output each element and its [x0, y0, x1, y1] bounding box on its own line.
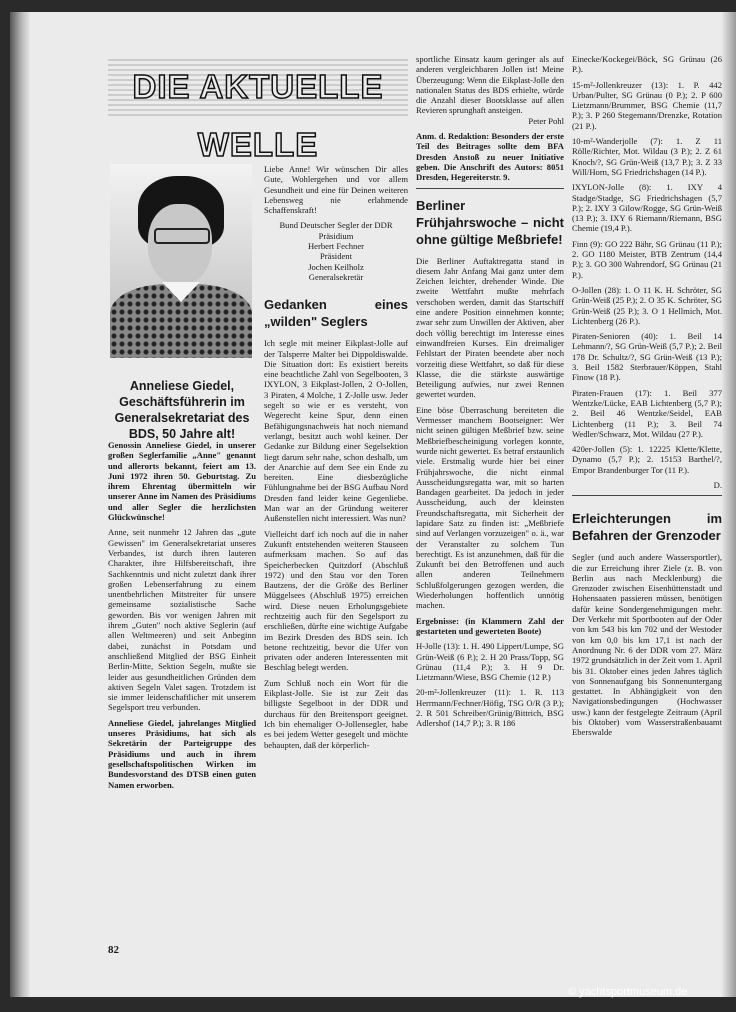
sign-line: Jochen Keilholz [308, 261, 364, 272]
watermark: © yachtsportmuseum.de [568, 986, 688, 998]
sign-line: Herbert Fechner [307, 241, 365, 252]
col1-para: Genossin Anneliese Giedel, in unserer großen Seglerfamilie „Anne" genannt und allerorts bekannt, feiert am 13. Juni 1972 ihren 50. Geburtstag. Zu ihrem Ehrentag übermitteln wir unserer Anne im Namen des Präsidiums und aller Segler die herzlichsten Glückwünsche! [108, 440, 256, 523]
portrait-photo [110, 164, 252, 358]
sign-line: Bund Deutscher Segler der DDR [279, 220, 393, 231]
page-edge [722, 12, 736, 997]
page-spine [10, 12, 30, 997]
column-banner [108, 58, 408, 163]
signoff: D. [713, 479, 722, 490]
col3-para: Ergebnisse: (in Klammern Zahl der gestarteten und gewerteten Boote) [416, 615, 564, 636]
result-item: Finn (9): GO 222 Bähr, SG Grünau (11 P.); 2. GO 1180 Meister, BTB Zentrum (14,4 P.); 3. GO 300 Wahrendorf, SG Grünau (21 P.). [572, 238, 722, 280]
result-item: O-Jollen (28): 1. O 11 K. H. Schröter, SG Grün-Weiß (25 P.); 2. O 35 K. Schröter, SG Grün-Weiß (25 P.); 3. O 1 Hellmich, Mot. Lichtenberg (26 P.). [572, 284, 722, 326]
col3-para: Eine böse Überraschung bereiteten die Vermesser manchem Bootseigner: Wer nicht seinen gültigen Meßbrief bzw. seine Meßbriefbescheinigung vorlegen konnte, wurde nicht gewertet. Es betraf erstaunlich viele. Erstmalig wurde hier bei einer Frühjahrswoche, die nicht einmal Ausscheidungsregatta war, mit so harten Bandagen gearbeitet. Da jedoch in jeder Ausscheidung, auch der kleinsten Freundschaftsregatta, mit Sicherheit der lapidare Satz zu finden ist: „Meßbriefe sind auf Verlangen vorzuzeigen" o. ä., war der Veranstalter zu solchem Tun berechtigt. Es ist anzunehmen, daß für die Zukunft bei den Betroffenen und auch allen anderen Teilnehmern Schlußfolgerungen gezogen werden, die Wiederholungen hoffentlich unnötig machen. [416, 404, 564, 611]
magazine-page [10, 12, 736, 997]
result-item: Piraten-Senioren (40): 1. Beil 14 Lehmann/?, SG Grün-Weiß (5,7 P.); 2. Beil 178 Dr. Schultz/?, SG Grün-Weiß (13 P.); 3. Beil 1582 Sterbrauer/Köppen, Stahl Finow (18 P.). [572, 331, 722, 383]
article-heading: Erleichterungen im Befahren der Grenzoder [572, 511, 722, 544]
signature-block [264, 220, 408, 282]
col2-para: Zum Schluß noch ein Wort für die Eikplast-Jolle. Sie ist zur Zeit das billigste Segelboot in der DDR und durchaus für den Breitensport geeignet. Ich bin ehemaliger O-Jollensegler, habe es bei jedem Wetter gesegelt und möchte behaupten, daß der körperlich- [264, 677, 408, 750]
col2-para: Vielleicht darf ich noch auf die in naher Zukunft entstehenden weiteren Stauseen aufmerksam machen. So auf das Speicherbecken Quitzdorf (Abschluß 1972) und den Stau vor den Toren Bautzens, der die Größe des Berliner Müggelsees (Abschluß 1975) erreichen wird. Diese neuen Erholungsgebiete rechtzeitig auch für den Segelsport zu erschließen, dürfte eine wichtige Aufgabe im Bezirk Dresden des BDS sein. Ich betone rechtzeitig, bevor die Ufer von privaten oder anderen Interessenten mit Beschlag belegt werden. [264, 528, 408, 673]
column-3 [416, 54, 564, 734]
result-item: 15-m²-Jollenkreuzer (13): 1. P. 442 Urban/Pulter, SG Grünau (0 P.); 2. P 600 Lietzmann/Brummer, BSG Chemie (11,7 P.); 3. P 260 Stegemann/Drenzke, Rotation (21 P.). [572, 79, 722, 131]
col3-top: sportliche Einsatz kaum geringer als auf anderen vergleichbaren Jollen ist! Meine Überzeugung: Wenn die Eikplast-Jolle den nationalen Status des BDS erhielte, würde die Anzahl dieser Bootsklasse auf allen Revieren sprunghaft ansteigen. [416, 54, 564, 116]
col2-intro: Liebe Anne! Wir wünschen Dir alles Gute, Wohlergehen und vor allem Gesundheit und eine für Deinen weiteren Lebensweg nie erlahmende Schaffenskraft! [264, 164, 408, 216]
col3-para: H-Jolle (13): 1. H. 490 Lippert/Lumpe, SG Grün-Weiß (6 P.); 2. H 20 Prass/Topp, SG Grünau (11,4 P.); 3. H 9 Dr. Lietzmann/Wiese, BSG Chemie (12 P.) [416, 641, 564, 683]
sign-line: Präsidium [318, 230, 354, 241]
column-4 [572, 54, 722, 743]
result-item: Einecke/Kockegei/Böck, SG Grünau (26 P.). [572, 54, 722, 75]
col1-para: Anneliese Giedel, jahrelanges Mitglied unseres Präsidiums, hat sich als Sekretärin der Parteigruppe des Präsidiums und auch in ihrem gesellschaftspolitischen Wirken im Bundesvorstand des DTSB einen guten Namen erworben. [108, 717, 256, 790]
portrait-caption: Anneliese Giedel, Geschäftsführerin im Generalsekretariat des BDS, 50 Jahre alt! [114, 379, 250, 441]
sign-line: Generalsekretär [308, 271, 364, 282]
sign-line: Präsident [320, 251, 352, 262]
result-item: 420er-Jollen (5): 1. 12225 Klette/Klette, Dynamo (5,7 P.); 2. 15153 Barthel/?, Empor Brandenburger Tor (11 P.). [572, 444, 722, 475]
result-item: 10-m²-Wanderjolle (7): 1. Z 11 Rölle/Richter, Mot. Wildau (3 P.); 2. Z 61 Knoch/?, SG Grün-Weiß (13,7 P.); 3. Z 33 Will/Horn, SG Friedrichshagen (14 P.). [572, 136, 722, 177]
author: Peter Pohl [528, 115, 564, 126]
col2-para: Ich segle mit meiner Eikplast-Jolle auf der Talsperre Malter bei Dippoldiswalde. Die Situation dort: Es existiert bereits eine beachtliche Zahl von Segelbooten, 3 IXYLON, 3 Eikplast-Jollen, 2 O-Jollen, 3 Piraten, 4 Molche, 1 Z-Jolle usw. Jeder segelt so wie er es versteht, von Wegerecht keine Spur, denn einen Befähigungsnachweis hat noch niemand verlangt, besitzt auch wohl keiner. Der Gedanke zur Bildung einer Segelsektion liegt darum sehr nahe, schon deshalb, um der Anarchie auf dem See ein Ende zu bereiten. Eine diesbezügliche Fühlungnahme bei der BSG Aufbau Nord Dresden fand leider keine Gegenliebe. Man war an der Gründung weiterer Außenstellen nicht interessiert. Was nun? [264, 338, 408, 524]
col4-body: Segler (und auch andere Wassersportler), die zur Erreichung ihrer Ziele (z. B. von Berlin aus nach Mecklenburg) die Grenzoder zwischen Eisenhüttenstadt und Hohensaaten passieren müssen, benötigen dafür keine Sondergenehmigungen mehr. Der Verkehr mit Sportbooten auf der Oder von km 543 bis km 702 und der Westoder von km 0,0 bis km 17,1 ist nach der Anordnung Nr. 6 der DDR vom 27. März 1972 grundsätzlich in der Zeit vom 1. April bis 31. Oktober eines jeden Jahres täglich von Sonnenaufgang bis Sonnenuntergang gestattet. In Abhängigkeit von den Navigationsbedingungen (Hochwasser usw.) kann der festgelegte Zeitraum (April bis Oktober) vom Wasserstraßenbauamt Eberswalde [572, 552, 722, 738]
column-2 [264, 164, 408, 755]
col3-para: Die Berliner Auftaktregatta stand in diesem Jahr Anfang Mai ganz unter dem Zeichen leichter, drehender Winde. Die zweite Wettfahrt mußte mehrfach verschoben werden, damit das Startschiff eine andere Position einnehmen konnte; zwar sehr zum Unwillen der Aktiven, aber doch völlig berechtigt im Interesse eines einwandfreien Kurses. Ein dreimaliger Fehlstart der Piraten beendete aber noch vorzeitig diese Wettfahrt, so daß für diese Klasse, die die stärkste auswärtige Beteiligung aufwies, nur zwei Rennen gewertet wurden. [416, 255, 564, 400]
col1-para: Anne, seit nunmehr 12 Jahren das „gute Gewissen" im Generalsekretariat unseres Verbandes, ist durch ihren lauteren Charakter, ihre Hilfsbereitschaft, ihre Sachkenntnis und nicht zuletzt dank ihrer großen Lebenserfahrung zu einem unentbehrlichen Mitstreiter für unsere gemeinsame sozialistische Sache geworden. Bis vor wenigen Jahren mit ihrem „Guten" noch aktive Seglerin (auf allen Weltmeeren) und seit Anbeginn dabei, zunächst in Potsdam und anschließend Mitglied der BSG Einheit Berlin-Mitte, Sektion Segeln, mußte sie leider aus gesundheitlichen Gründen dem aktiven Segeln Valet sagen. Trotzdem ist sie immer leidenschaftlicher mit unserem Segelsport treu verbunden. [108, 527, 256, 713]
banner-title: DIE AKTUELLE WELLE [132, 68, 384, 163]
article-heading: Gedanken eines „wilden" Seglers [264, 297, 408, 330]
result-item: IXYLON-Jolle (8): 1. IXY 4 Stadge/Stadge, SG Friedrichshagen (5,7 P.); 2. IXY 3 Gilow/Rogge, SG Grün-Weiß (13 P.); 3. IXY 6 Riemann/Riemann, BSG Chemie (19,4 P.). [572, 182, 722, 234]
article-heading: Berliner Frühjahrswoche – nicht ohne gültige Meßbriefe! [416, 197, 564, 247]
column-1 [108, 379, 256, 795]
result-item: Piraten-Frauen (17): 1. Beil 377 Wentzke/Lücke, EAB Lichtenberg (5,7 P.); 2. Beil 46 Wentzke/Seidel, EAB Lichtenberg (11 P.); 3. Beil 74 Wedler/Schwarz, Mot. Wildau (27 P.). [572, 387, 722, 439]
page-number: 82 [108, 944, 119, 956]
col3-para: 20-m²-Jollenkreuzer (11): 1. R. 113 Herrmann/Fechner/Höfig, TSG O/R (3 P.); 2. R 501 Schreiber/Grünig/Bittrich, BSG Adlershof (14,7 P.); 3. R 186 [416, 687, 564, 729]
editor-note: Anm. d. Redaktion: Besonders der erste Teil des Beitrages sollte dem BFA Dresden Anstoß zu neuer Initiative geben. Die Anschrift des Autors: 8051 Dresden, Hegereiterstr. 9. [416, 131, 564, 183]
